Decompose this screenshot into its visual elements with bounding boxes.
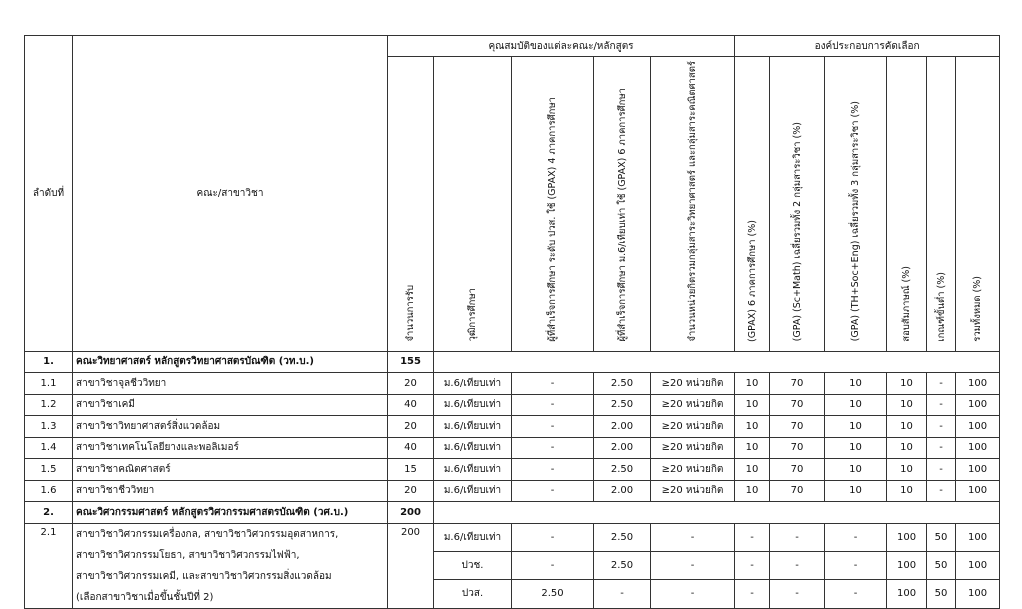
cell-gpax-percent: - (735, 551, 770, 579)
eng-name-line: สาขาวิชาวิศวกรรมเครื่องกล, สาขาวิชาวิศวกรรมอุตสาหการ, (76, 528, 339, 540)
table-row (25, 480, 1000, 502)
cell-gpa-sc-math: - (770, 523, 825, 551)
cell-gpa-th-soc-eng: 10 (825, 459, 887, 481)
header-seq: ลำดับที่ (25, 36, 73, 352)
cell-gpax-percent: 10 (735, 373, 770, 395)
cell-capacity: 40 (388, 437, 434, 459)
cell-credits: ≥20 หน่วยกิต (651, 459, 735, 481)
cell-gpa-sc-math: 70 (770, 459, 825, 481)
cell-credits: - (651, 580, 735, 608)
cell-minimum: - (927, 373, 956, 395)
cell-credits: ≥20 หน่วยกิต (651, 480, 735, 502)
row-name: สาขาวิชาคณิตศาสตร์ (73, 459, 388, 481)
cell-interview: 10 (887, 373, 927, 395)
cell-gpax-m6: 2.50 (594, 459, 651, 481)
cell-gpax-percent: 10 (735, 459, 770, 481)
header-col-gpa-th-soc-eng: (GPA) (TH+Soc+Eng) เฉลี่ยรวมทั้ง 3 กลุ่มสาระวิชา (%) (825, 57, 887, 352)
cell-qualification: ม.6/เทียบเท่า (434, 394, 512, 416)
cell-total: 100 (956, 437, 1000, 459)
cell-interview: 10 (887, 416, 927, 438)
cell-total: 100 (956, 480, 1000, 502)
row-name: สาขาวิชาเคมี (73, 394, 388, 416)
row-name: สาขาวิชาจุลชีววิทยา (73, 373, 388, 395)
cell-gpax-m6: 2.00 (594, 480, 651, 502)
cell-interview: 10 (887, 394, 927, 416)
cell-minimum: 50 (927, 580, 956, 608)
section-row-science (25, 351, 1000, 373)
header-col-gpax-percent: (GPAX) 6 ภาคการศึกษา (%) (735, 57, 770, 352)
cell-gpax-vocational: 2.50 (512, 580, 594, 608)
section-no: 1. (25, 351, 73, 373)
section-row-engineering (25, 502, 1000, 524)
row-no: 1.5 (25, 459, 73, 481)
cell-total: 100 (956, 551, 1000, 579)
cell-gpa-sc-math: 70 (770, 394, 825, 416)
cell-gpa-sc-math: 70 (770, 416, 825, 438)
cell-minimum: 50 (927, 523, 956, 551)
cell-gpa-th-soc-eng: - (825, 551, 887, 579)
header-group-selection: องค์ประกอบการคัดเลือก (735, 36, 1000, 57)
cell-credits: ≥20 หน่วยกิต (651, 373, 735, 395)
eng-name (73, 523, 388, 608)
cell-minimum: - (927, 480, 956, 502)
cell-gpa-th-soc-eng: 10 (825, 480, 887, 502)
cell-total: 100 (956, 459, 1000, 481)
header-col-credits: จำนวนหน่วยกิตรวมกลุ่มสาระวิทยาศาสตร์ และกลุ่มสาระคณิตศาสตร์ (651, 57, 735, 352)
cell-gpax-m6: 2.50 (594, 394, 651, 416)
header-col-gpa-sc-math: (GPA) (Sc+Math) เฉลี่ยรวมทั้ง 2 กลุ่มสาระวิชา (%) (770, 57, 825, 352)
header-row-1 (25, 36, 1000, 57)
table-row (25, 437, 1000, 459)
cell-minimum: - (927, 394, 956, 416)
header-col-interview: สอบสัมภาษณ์ (%) (887, 57, 927, 352)
cell-minimum: 50 (927, 551, 956, 579)
cell-gpax-m6: 2.50 (594, 551, 651, 579)
cell-minimum: - (927, 437, 956, 459)
cell-interview: 100 (887, 523, 927, 551)
cell-gpax-percent: - (735, 523, 770, 551)
header-col-gpax-m6: ผู้ที่สำเร็จการศึกษา ม.6/เทียบเท่า ใช้ (GPAX) 6 ภาคการศึกษา (594, 57, 651, 352)
cell-interview: 10 (887, 480, 927, 502)
row-name: สาขาวิชาชีววิทยา (73, 480, 388, 502)
cell-gpax-vocational: - (512, 551, 594, 579)
cell-total: 100 (956, 416, 1000, 438)
eng-name-line: สาขาวิชาวิศวกรรมเคมี, และสาขาวิชาวิศวกรรมสิ่งแวดล้อม (76, 570, 332, 582)
eng-capacity: 200 (388, 523, 434, 608)
section-blank (434, 502, 1000, 524)
cell-credits: - (651, 523, 735, 551)
cell-gpax-vocational: - (512, 416, 594, 438)
header-col-qualification: วุฒิการศึกษา (434, 57, 512, 352)
cell-qualification: ม.6/เทียบเท่า (434, 480, 512, 502)
eng-name-line: สาขาวิชาวิศวกรรมโยธา, สาขาวิชาวิศวกรรมไฟฟ้า, (76, 549, 300, 561)
cell-total: 100 (956, 523, 1000, 551)
cell-qualification: ม.6/เทียบเท่า (434, 416, 512, 438)
row-no: 1.4 (25, 437, 73, 459)
cell-gpax-vocational: - (512, 480, 594, 502)
cell-gpa-sc-math: 70 (770, 480, 825, 502)
cell-capacity: 40 (388, 394, 434, 416)
cell-gpax-percent: 10 (735, 416, 770, 438)
cell-total: 100 (956, 580, 1000, 608)
cell-minimum: - (927, 416, 956, 438)
cell-gpax-m6: 2.50 (594, 523, 651, 551)
cell-qualification: ม.6/เทียบเท่า (434, 459, 512, 481)
cell-credits: ≥20 หน่วยกิต (651, 416, 735, 438)
header-faculty: คณะ/สาขาวิชา (73, 36, 388, 352)
cell-interview: 10 (887, 459, 927, 481)
cell-gpa-sc-math: - (770, 580, 825, 608)
cell-capacity: 20 (388, 480, 434, 502)
row-no: 1.3 (25, 416, 73, 438)
cell-gpa-th-soc-eng: - (825, 580, 887, 608)
cell-total: 100 (956, 394, 1000, 416)
cell-qualification: ปวช. (434, 551, 512, 579)
table-row (25, 416, 1000, 438)
cell-gpa-th-soc-eng: 10 (825, 416, 887, 438)
cell-gpa-sc-math: - (770, 551, 825, 579)
cell-interview: 100 (887, 551, 927, 579)
header-col-total: รวมทั้งหมด (%) (956, 57, 1000, 352)
table-row (25, 394, 1000, 416)
cell-gpax-percent: 10 (735, 394, 770, 416)
section-blank (434, 351, 1000, 373)
eng-name-line: (เลือกสาขาวิชาเมื่อขึ้นชั้นปีที่ 2) (76, 591, 214, 603)
eng-no: 2.1 (25, 523, 73, 608)
header-col-gpax-vocational: ผู้ที่สำเร็จการศึกษา ระดับ ปวส. ใช้ (GPAX) 4 ภาคการศึกษา (512, 57, 594, 352)
cell-gpax-vocational: - (512, 373, 594, 395)
cell-gpax-m6: 2.50 (594, 373, 651, 395)
cell-interview: 10 (887, 437, 927, 459)
cell-gpax-vocational: - (512, 459, 594, 481)
eng-row-1 (25, 523, 1000, 551)
cell-gpax-vocational: - (512, 394, 594, 416)
header-col-capacity: จำนวนการรับ (388, 57, 434, 352)
cell-gpax-percent: 10 (735, 437, 770, 459)
admission-table (24, 35, 1000, 609)
row-name: สาขาวิชาวิทยาศาสตร์สิ่งแวดล้อม (73, 416, 388, 438)
cell-credits: ≥20 หน่วยกิต (651, 437, 735, 459)
cell-qualification: ม.6/เทียบเท่า (434, 373, 512, 395)
section-name: คณะวิศวกรรมศาสตร์ หลักสูตรวิศวกรรมศาสตรบัณฑิต (วศ.บ.) (73, 502, 388, 524)
cell-gpax-percent: 10 (735, 480, 770, 502)
cell-gpa-sc-math: 70 (770, 373, 825, 395)
cell-gpa-th-soc-eng: 10 (825, 373, 887, 395)
cell-capacity: 20 (388, 373, 434, 395)
cell-gpax-m6: 2.00 (594, 416, 651, 438)
row-name: สาขาวิชาเทคโนโลยียางและพอลิเมอร์ (73, 437, 388, 459)
cell-gpax-percent: - (735, 580, 770, 608)
table-row (25, 373, 1000, 395)
row-no: 1.6 (25, 480, 73, 502)
row-no: 1.1 (25, 373, 73, 395)
cell-gpax-vocational: - (512, 437, 594, 459)
cell-credits: ≥20 หน่วยกิต (651, 394, 735, 416)
cell-qualification: ม.6/เทียบเท่า (434, 437, 512, 459)
section-no: 2. (25, 502, 73, 524)
cell-gpa-th-soc-eng: - (825, 523, 887, 551)
cell-qualification: ม.6/เทียบเท่า (434, 523, 512, 551)
cell-capacity: 20 (388, 416, 434, 438)
section-total: 200 (388, 502, 434, 524)
cell-gpax-m6: - (594, 580, 651, 608)
cell-gpax-vocational: - (512, 523, 594, 551)
cell-qualification: ปวส. (434, 580, 512, 608)
section-total: 155 (388, 351, 434, 373)
cell-gpa-th-soc-eng: 10 (825, 437, 887, 459)
cell-credits: - (651, 551, 735, 579)
table-row (25, 459, 1000, 481)
cell-gpax-m6: 2.00 (594, 437, 651, 459)
cell-gpa-th-soc-eng: 10 (825, 394, 887, 416)
cell-interview: 100 (887, 580, 927, 608)
header-group-qualifications: คุณสมบัติของแต่ละคณะ/หลักสูตร (388, 36, 735, 57)
cell-capacity: 15 (388, 459, 434, 481)
cell-minimum: - (927, 459, 956, 481)
header-col-minimum: เกณฑ์ขั้นต่ำ (%) (927, 57, 956, 352)
cell-gpa-sc-math: 70 (770, 437, 825, 459)
row-no: 1.2 (25, 394, 73, 416)
cell-total: 100 (956, 373, 1000, 395)
section-name: คณะวิทยาศาสตร์ หลักสูตรวิทยาศาสตรบัณฑิต (วท.บ.) (73, 351, 388, 373)
